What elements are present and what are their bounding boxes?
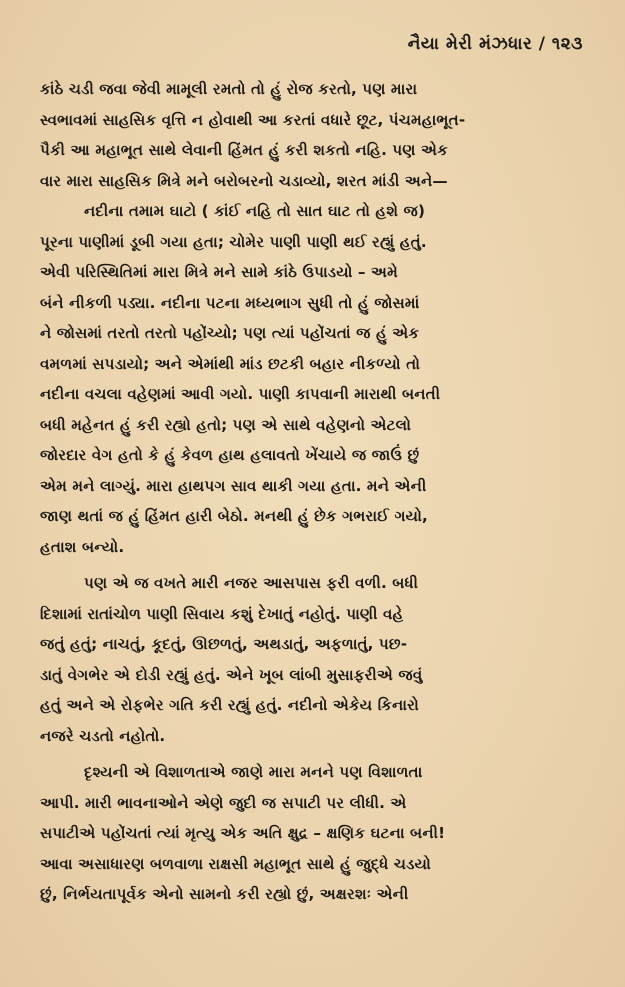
text-line: આવા અસાધારણ બળવાળા રાક્ષસી મહાભૂત સાથે હું જુદ્ધે ચડયો <box>40 854 431 873</box>
running-header: નૈયા મેરી મંઝધાર / ૧૨૩ <box>407 34 583 54</box>
text-line: નજરે ચડતો નહોતો. <box>40 726 166 745</box>
text-line: બધી મહેનત હું કરી રહ્યો હતો; પણ એ સાથે વહેણનો એટલો <box>40 415 411 434</box>
paragraph <box>40 568 588 751</box>
text-line: હતું અને એ રોફભેર ગતિ કરી રહ્યું હતું. નદીનો એકેય કિનારો <box>40 696 419 714</box>
text-line: એવી પરિસ્થિતિમાં મારા મિત્રે મને સામે કાંઠે ઉપાડયો – અમે <box>40 263 398 281</box>
text-line: જાણ થતાં જ હું હિંમત હારી બેઠો. મનથી હું છેક ગભરાઈ ગયો, <box>40 507 428 525</box>
text-line: જતું હતું; નાચતું, કૂદતું, ઊછળતું, અથડાતું, અફળાતું, પછ- <box>40 635 408 653</box>
body-text <box>40 74 588 910</box>
text-line: હતાશ બન્યો. <box>40 537 125 556</box>
text-line: દિશામાં રાતાંચોળ પાણી સિવાય કશું દેખાતું નહોતું. પાણી વહે <box>40 604 404 623</box>
text-line: વમળમાં સપડાયો; અને એમાંથી માંડ છટકી બહાર નીકળ્યો તો <box>40 354 421 373</box>
paragraph <box>40 757 588 910</box>
text-line: જોરદાર વેગ હતો કે હું કેવળ હાથ હલાવતો ખેંચાયે જ જાઉં છું <box>40 446 420 464</box>
text-line: દૃશ્યની એ વિશાળતાએ જાણે મારા મનને પણ વિશાળતા <box>84 763 423 781</box>
text-line: એમ મને લાગ્યું. મારા હાથપગ સાવ થાકી ગયા હતા. મને એની <box>40 476 427 495</box>
text-line: પૈકી આ મહાભૂત સાથે લેવાની હિંમત હું કરી શકતો નહિ. પણ એક <box>40 141 448 159</box>
text-line: પણ એ જ વખતે મારી નજર આસપાસ ફરી વળી. બધી <box>84 574 419 592</box>
text-line: નદીના તમામ ઘાટો ( કાંઈ નહિ તો સાત ઘાટ તો હશે જ) <box>84 202 426 220</box>
text-line: છું, નિર્ભયતાપૂર્વક એનો સામનો કરી રહ્યો છું, અક્ષરશઃ એની <box>40 885 409 903</box>
paragraph <box>40 196 588 562</box>
text-line: ને જોસમાં તરતો તરતો પહોંચ્યો; પણ ત્યાં પહોંચતાં જ હું એક <box>40 324 420 342</box>
text-line: સ્વભાવમાં સાહસિક વૃત્તિ ન હોવાથી આ કરતાં વધારે છૂટ, પંચમહાભૂત- <box>40 110 466 129</box>
text-line: આપી. મારી ભાવનાઓને એણે જુદી જ સપાટી પર લીધી. એ <box>40 793 407 812</box>
text-line: પૂરના પાણીમાં ડૂબી ગયા હતા; ચોમેર પાણી પાણી થઈ રહ્યું હતું. <box>40 232 427 251</box>
text-line: વાર મારા સાહસિક મિત્રે મને બરોબરનો ચડાવ્યો, શરત માંડી અને— <box>40 171 448 190</box>
text-line: ડાતું વેગભેર એ દોડી રહ્યું હતું. એને ખૂબ લાંબી મુસાફરીએ જવું <box>40 665 423 684</box>
paragraph <box>40 74 588 196</box>
text-line: બંને નીકળી પડ્યા. નદીના પટના મધ્યભાગ સુધી તો હું જોસમાં <box>40 293 420 312</box>
text-line: સપાટીએ પહોંચતાં ત્યાં મૃત્યુ એક અતિ ક્ષુદ્ર – ક્ષણિક ઘટના બની! <box>40 824 446 842</box>
text-line: કાંઠે ચડી જવા જેવી મામૂલી રમતો તો હું રોજ કરતો, પણ મારા <box>40 80 418 98</box>
text-line: નદીના વચલા વહેણમાં આવી ગયો. પાણી કાપવાની મારાથી બનતી <box>40 385 441 403</box>
